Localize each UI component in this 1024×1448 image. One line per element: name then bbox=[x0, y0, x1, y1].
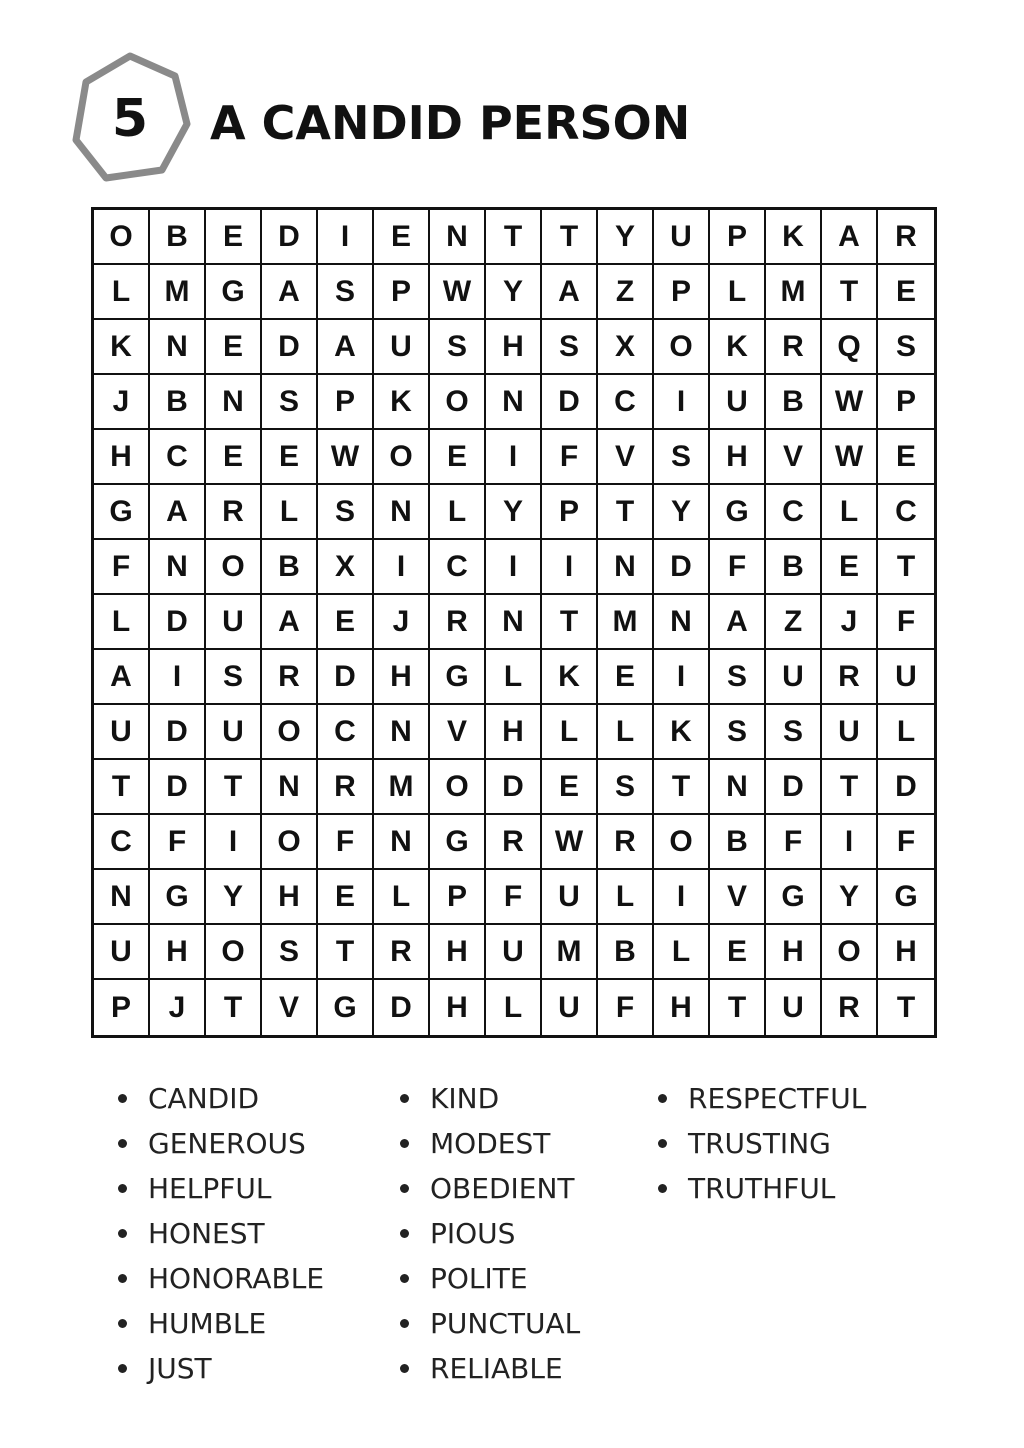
grid-cell[interactable]: L bbox=[542, 705, 598, 760]
grid-cell[interactable]: H bbox=[430, 980, 486, 1035]
grid-cell[interactable]: V bbox=[766, 430, 822, 485]
grid-cell[interactable]: H bbox=[878, 925, 934, 980]
grid-cell[interactable]: U bbox=[94, 925, 150, 980]
grid-cell[interactable]: L bbox=[710, 265, 766, 320]
grid-cell[interactable]: S bbox=[318, 485, 374, 540]
grid-cell[interactable]: U bbox=[206, 595, 262, 650]
grid-cell[interactable]: G bbox=[766, 870, 822, 925]
word-label: TRUTHFUL bbox=[688, 1172, 836, 1205]
bullet-icon bbox=[400, 1364, 409, 1373]
grid-cell[interactable]: I bbox=[206, 815, 262, 870]
grid-cell[interactable]: Y bbox=[486, 485, 542, 540]
grid-cell[interactable]: D bbox=[150, 595, 206, 650]
word-label: HELPFUL bbox=[148, 1172, 272, 1205]
grid-cell[interactable]: H bbox=[654, 980, 710, 1035]
word-list-column-1 bbox=[118, 1076, 324, 1391]
grid-cell[interactable]: D bbox=[542, 375, 598, 430]
word-label: HONORABLE bbox=[148, 1262, 325, 1295]
word-list-item bbox=[400, 1346, 580, 1391]
bullet-icon bbox=[400, 1229, 409, 1238]
grid-cell[interactable]: M bbox=[150, 265, 206, 320]
grid-cell[interactable]: F bbox=[766, 815, 822, 870]
grid-cell[interactable]: E bbox=[318, 870, 374, 925]
grid-cell[interactable]: H bbox=[94, 430, 150, 485]
grid-cell[interactable]: W bbox=[318, 430, 374, 485]
grid-cell[interactable]: C bbox=[150, 430, 206, 485]
grid-cell[interactable]: Z bbox=[598, 265, 654, 320]
grid-cell[interactable]: D bbox=[486, 760, 542, 815]
grid-cell[interactable]: O bbox=[94, 210, 150, 265]
grid-cell[interactable]: I bbox=[150, 650, 206, 705]
grid-cell[interactable]: F bbox=[318, 815, 374, 870]
grid-cell[interactable]: W bbox=[822, 430, 878, 485]
grid-cell[interactable]: A bbox=[94, 650, 150, 705]
grid-cell[interactable]: T bbox=[206, 760, 262, 815]
puzzle-title: A CANDID PERSON bbox=[210, 96, 691, 150]
word-label: PIOUS bbox=[430, 1217, 516, 1250]
grid-cell[interactable]: M bbox=[542, 925, 598, 980]
grid-cell[interactable]: P bbox=[94, 980, 150, 1035]
word-list-item bbox=[400, 1121, 580, 1166]
grid-cell[interactable]: F bbox=[710, 540, 766, 595]
word-list-item bbox=[118, 1211, 324, 1256]
bullet-icon bbox=[118, 1364, 127, 1373]
grid-cell[interactable]: O bbox=[430, 375, 486, 430]
grid-cell[interactable]: D bbox=[262, 320, 318, 375]
grid-cell[interactable]: H bbox=[262, 870, 318, 925]
word-list-item bbox=[400, 1076, 580, 1121]
grid-cell[interactable]: I bbox=[654, 870, 710, 925]
grid-cell[interactable]: A bbox=[262, 265, 318, 320]
grid-cell[interactable]: E bbox=[878, 265, 934, 320]
grid-cell[interactable]: U bbox=[878, 650, 934, 705]
grid-cell[interactable]: E bbox=[206, 430, 262, 485]
word-label: OBEDIENT bbox=[430, 1172, 575, 1205]
word-list-column-2 bbox=[400, 1076, 580, 1391]
grid-cell[interactable]: L bbox=[598, 870, 654, 925]
grid-cell[interactable]: G bbox=[150, 870, 206, 925]
grid-cell[interactable]: Y bbox=[486, 265, 542, 320]
grid-cell[interactable]: I bbox=[542, 540, 598, 595]
grid-cell[interactable]: U bbox=[206, 705, 262, 760]
grid-cell[interactable]: L bbox=[94, 595, 150, 650]
grid-cell[interactable]: U bbox=[542, 980, 598, 1035]
grid-cell[interactable]: U bbox=[542, 870, 598, 925]
grid-cell[interactable]: P bbox=[318, 375, 374, 430]
grid-cell[interactable]: T bbox=[206, 980, 262, 1035]
grid-cell[interactable]: D bbox=[150, 760, 206, 815]
bullet-icon bbox=[400, 1184, 409, 1193]
grid-cell[interactable]: H bbox=[486, 705, 542, 760]
grid-cell[interactable]: I bbox=[822, 815, 878, 870]
grid-cell[interactable]: E bbox=[206, 210, 262, 265]
bullet-icon bbox=[400, 1274, 409, 1283]
grid-cell[interactable]: S bbox=[206, 650, 262, 705]
word-label: JUST bbox=[148, 1352, 212, 1385]
grid-cell[interactable]: B bbox=[710, 815, 766, 870]
grid-cell[interactable]: U bbox=[766, 650, 822, 705]
grid-cell[interactable]: D bbox=[318, 650, 374, 705]
grid-cell[interactable]: M bbox=[374, 760, 430, 815]
grid-cell[interactable]: K bbox=[766, 210, 822, 265]
grid-cell[interactable]: T bbox=[710, 980, 766, 1035]
grid-cell[interactable]: R bbox=[878, 210, 934, 265]
grid-cell[interactable]: R bbox=[822, 980, 878, 1035]
grid-cell[interactable]: V bbox=[710, 870, 766, 925]
word-list-item bbox=[400, 1256, 580, 1301]
grid-cell[interactable]: C bbox=[878, 485, 934, 540]
grid-cell[interactable]: E bbox=[710, 925, 766, 980]
grid-cell[interactable]: C bbox=[94, 815, 150, 870]
grid-cell[interactable]: S bbox=[262, 925, 318, 980]
grid-cell[interactable]: A bbox=[822, 210, 878, 265]
word-label: PUNCTUAL bbox=[430, 1307, 581, 1340]
grid-cell[interactable]: S bbox=[542, 320, 598, 375]
grid-cell[interactable]: W bbox=[822, 375, 878, 430]
grid-cell[interactable]: N bbox=[150, 540, 206, 595]
grid-cell[interactable]: R bbox=[598, 815, 654, 870]
grid-cell[interactable]: I bbox=[486, 540, 542, 595]
grid-cell[interactable]: O bbox=[822, 925, 878, 980]
puzzle-number-badge bbox=[68, 52, 192, 186]
grid-cell[interactable]: R bbox=[822, 650, 878, 705]
grid-cell[interactable]: A bbox=[150, 485, 206, 540]
grid-cell[interactable]: X bbox=[598, 320, 654, 375]
word-list-item bbox=[400, 1166, 580, 1211]
grid-cell[interactable]: J bbox=[150, 980, 206, 1035]
grid-cell[interactable]: I bbox=[318, 210, 374, 265]
word-list-item bbox=[118, 1166, 324, 1211]
grid-cell[interactable]: W bbox=[430, 265, 486, 320]
grid-cell[interactable]: T bbox=[542, 210, 598, 265]
grid-cell[interactable]: C bbox=[598, 375, 654, 430]
word-list bbox=[118, 1076, 918, 1406]
grid-cell[interactable]: Y bbox=[822, 870, 878, 925]
grid-cell[interactable]: R bbox=[374, 925, 430, 980]
bullet-icon bbox=[118, 1094, 127, 1103]
grid-cell[interactable]: D bbox=[150, 705, 206, 760]
grid-cell[interactable]: R bbox=[262, 650, 318, 705]
grid-cell[interactable]: J bbox=[94, 375, 150, 430]
grid-cell[interactable]: D bbox=[374, 980, 430, 1035]
bullet-icon bbox=[400, 1319, 409, 1328]
grid-cell[interactable]: K bbox=[94, 320, 150, 375]
grid-cell[interactable]: N bbox=[262, 760, 318, 815]
grid-cell[interactable]: C bbox=[430, 540, 486, 595]
grid-cell[interactable]: H bbox=[150, 925, 206, 980]
grid-cell[interactable]: A bbox=[262, 595, 318, 650]
word-label: MODEST bbox=[430, 1127, 551, 1160]
grid-cell[interactable]: L bbox=[374, 870, 430, 925]
grid-cell[interactable]: F bbox=[878, 595, 934, 650]
grid-cell[interactable]: Y bbox=[598, 210, 654, 265]
bullet-icon bbox=[658, 1184, 667, 1193]
grid-cell[interactable]: T bbox=[542, 595, 598, 650]
grid-cell[interactable]: H bbox=[374, 650, 430, 705]
grid-cell[interactable]: S bbox=[430, 320, 486, 375]
grid-cell[interactable]: B bbox=[766, 540, 822, 595]
grid-cell[interactable]: P bbox=[654, 265, 710, 320]
grid-cell[interactable]: S bbox=[318, 265, 374, 320]
bullet-icon bbox=[658, 1139, 667, 1148]
grid-cell[interactable]: H bbox=[486, 320, 542, 375]
grid-cell[interactable]: N bbox=[486, 595, 542, 650]
grid-cell[interactable]: O bbox=[262, 705, 318, 760]
grid-cell[interactable]: O bbox=[206, 540, 262, 595]
word-label: GENEROUS bbox=[148, 1127, 306, 1160]
grid-cell[interactable]: E bbox=[374, 210, 430, 265]
grid-cell[interactable]: N bbox=[710, 760, 766, 815]
word-label: KIND bbox=[430, 1082, 500, 1115]
grid-cell[interactable]: E bbox=[542, 760, 598, 815]
grid-cell[interactable]: H bbox=[766, 925, 822, 980]
grid-cell[interactable]: I bbox=[486, 430, 542, 485]
grid-cell[interactable]: F bbox=[94, 540, 150, 595]
grid-cell[interactable]: U bbox=[94, 705, 150, 760]
grid-cell[interactable]: K bbox=[542, 650, 598, 705]
grid-cell[interactable]: O bbox=[262, 815, 318, 870]
word-label: TRUSTING bbox=[688, 1127, 831, 1160]
grid-cell[interactable]: O bbox=[654, 815, 710, 870]
word-list-item bbox=[118, 1256, 324, 1301]
word-label: HUMBLE bbox=[148, 1307, 267, 1340]
grid-cell[interactable]: Y bbox=[654, 485, 710, 540]
grid-cell[interactable]: N bbox=[206, 375, 262, 430]
grid-cell[interactable]: K bbox=[374, 375, 430, 430]
grid-cell[interactable]: E bbox=[878, 430, 934, 485]
word-list-column-3 bbox=[658, 1076, 866, 1211]
grid-cell[interactable]: J bbox=[822, 595, 878, 650]
grid-cell[interactable]: N bbox=[374, 815, 430, 870]
grid-cell[interactable]: O bbox=[654, 320, 710, 375]
grid-cell[interactable]: U bbox=[374, 320, 430, 375]
grid-cell[interactable]: A bbox=[318, 320, 374, 375]
grid-cell[interactable]: I bbox=[654, 375, 710, 430]
grid-cell[interactable]: G bbox=[206, 265, 262, 320]
grid-cell[interactable]: U bbox=[766, 980, 822, 1035]
word-label: CANDID bbox=[148, 1082, 260, 1115]
word-label: POLITE bbox=[430, 1262, 528, 1295]
grid-cell[interactable]: G bbox=[430, 815, 486, 870]
grid-cell[interactable]: F bbox=[878, 815, 934, 870]
puzzle-number: 5 bbox=[111, 89, 149, 149]
grid-cell[interactable]: F bbox=[150, 815, 206, 870]
grid-cell[interactable]: L bbox=[822, 485, 878, 540]
grid-cell[interactable]: X bbox=[318, 540, 374, 595]
grid-cell[interactable]: B bbox=[150, 375, 206, 430]
bullet-icon bbox=[118, 1139, 127, 1148]
bullet-icon bbox=[400, 1094, 409, 1103]
bullet-icon bbox=[658, 1094, 667, 1103]
grid-cell[interactable]: A bbox=[710, 595, 766, 650]
grid-cell[interactable]: N bbox=[150, 320, 206, 375]
grid-cell[interactable]: L bbox=[878, 705, 934, 760]
grid-cell[interactable]: P bbox=[710, 210, 766, 265]
grid-cell[interactable]: L bbox=[94, 265, 150, 320]
word-list-item bbox=[400, 1211, 580, 1256]
grid-cell[interactable]: U bbox=[822, 705, 878, 760]
grid-cell[interactable]: B bbox=[150, 210, 206, 265]
word-list-item bbox=[118, 1121, 324, 1166]
grid-cell[interactable]: A bbox=[542, 265, 598, 320]
grid-cell[interactable]: T bbox=[822, 760, 878, 815]
grid-cell[interactable]: I bbox=[374, 540, 430, 595]
grid-cell[interactable]: Q bbox=[822, 320, 878, 375]
grid-cell[interactable]: B bbox=[766, 375, 822, 430]
word-label: RESPECTFUL bbox=[688, 1082, 867, 1115]
grid-cell[interactable]: J bbox=[374, 595, 430, 650]
grid-cell[interactable]: N bbox=[430, 210, 486, 265]
grid-cell[interactable]: N bbox=[374, 485, 430, 540]
grid-cell[interactable]: H bbox=[710, 430, 766, 485]
grid-cell[interactable]: E bbox=[206, 320, 262, 375]
grid-cell[interactable]: S bbox=[598, 760, 654, 815]
grid-cell[interactable]: D bbox=[262, 210, 318, 265]
grid-cell[interactable]: P bbox=[430, 870, 486, 925]
grid-cell[interactable]: V bbox=[430, 705, 486, 760]
grid-cell[interactable]: R bbox=[486, 815, 542, 870]
grid-cell[interactable]: U bbox=[710, 375, 766, 430]
grid-cell[interactable]: D bbox=[878, 760, 934, 815]
grid-cell[interactable]: E bbox=[598, 650, 654, 705]
grid-cell[interactable]: M bbox=[598, 595, 654, 650]
grid-cell[interactable]: R bbox=[206, 485, 262, 540]
grid-cell[interactable]: L bbox=[262, 485, 318, 540]
grid-cell[interactable]: U bbox=[654, 210, 710, 265]
grid-cell[interactable]: V bbox=[598, 430, 654, 485]
grid-cell[interactable]: G bbox=[878, 870, 934, 925]
grid-cell[interactable]: D bbox=[654, 540, 710, 595]
grid-cell[interactable]: L bbox=[486, 650, 542, 705]
grid-cell[interactable]: T bbox=[94, 760, 150, 815]
bullet-icon bbox=[118, 1319, 127, 1328]
grid-cell[interactable]: C bbox=[318, 705, 374, 760]
grid-cell[interactable]: N bbox=[94, 870, 150, 925]
grid-cell[interactable]: O bbox=[430, 760, 486, 815]
grid-cell[interactable]: P bbox=[374, 265, 430, 320]
grid-cell[interactable]: V bbox=[262, 980, 318, 1035]
grid-cell[interactable]: L bbox=[598, 705, 654, 760]
grid-cell[interactable]: L bbox=[430, 485, 486, 540]
grid-cell[interactable]: E bbox=[262, 430, 318, 485]
grid-cell[interactable]: S bbox=[710, 650, 766, 705]
grid-cell[interactable]: C bbox=[766, 485, 822, 540]
grid-cell[interactable]: N bbox=[598, 540, 654, 595]
grid-cell[interactable]: I bbox=[654, 650, 710, 705]
grid-cell[interactable]: T bbox=[598, 485, 654, 540]
word-list-item bbox=[658, 1121, 866, 1166]
grid-cell[interactable]: U bbox=[486, 925, 542, 980]
grid-cell[interactable]: Z bbox=[766, 595, 822, 650]
grid-cell[interactable]: O bbox=[374, 430, 430, 485]
grid-cell[interactable]: L bbox=[654, 925, 710, 980]
word-list-item bbox=[400, 1301, 580, 1346]
grid-cell[interactable]: O bbox=[206, 925, 262, 980]
word-list-item bbox=[658, 1076, 866, 1121]
grid-cell[interactable]: E bbox=[430, 430, 486, 485]
grid-cell[interactable]: G bbox=[318, 980, 374, 1035]
grid-cell[interactable]: S bbox=[878, 320, 934, 375]
word-label: HONEST bbox=[148, 1217, 265, 1250]
bullet-icon bbox=[118, 1274, 127, 1283]
grid-cell[interactable]: S bbox=[654, 430, 710, 485]
grid-cell[interactable]: G bbox=[94, 485, 150, 540]
grid-cell[interactable]: M bbox=[766, 265, 822, 320]
grid-cell[interactable]: D bbox=[766, 760, 822, 815]
grid-cell[interactable]: Y bbox=[206, 870, 262, 925]
grid-cell[interactable]: G bbox=[710, 485, 766, 540]
bullet-icon bbox=[118, 1184, 127, 1193]
grid-cell[interactable]: B bbox=[598, 925, 654, 980]
grid-cell[interactable]: R bbox=[430, 595, 486, 650]
bullet-icon bbox=[118, 1229, 127, 1238]
grid-cell[interactable]: L bbox=[486, 980, 542, 1035]
grid-cell[interactable]: F bbox=[542, 430, 598, 485]
grid-cell[interactable]: H bbox=[430, 925, 486, 980]
grid-cell[interactable]: S bbox=[710, 705, 766, 760]
word-list-item bbox=[118, 1076, 324, 1121]
grid-cell[interactable]: T bbox=[486, 210, 542, 265]
grid-cell[interactable]: N bbox=[486, 375, 542, 430]
letter-grid bbox=[91, 207, 937, 1038]
grid-cell[interactable]: K bbox=[654, 705, 710, 760]
grid-cell[interactable]: T bbox=[318, 925, 374, 980]
grid-cell[interactable]: P bbox=[878, 375, 934, 430]
grid-cell[interactable]: T bbox=[654, 760, 710, 815]
grid-cell[interactable]: S bbox=[766, 705, 822, 760]
word-list-item bbox=[118, 1301, 324, 1346]
word-list-item bbox=[658, 1166, 866, 1211]
grid-cell[interactable]: E bbox=[822, 540, 878, 595]
grid-cell[interactable]: N bbox=[374, 705, 430, 760]
grid-cell[interactable]: P bbox=[542, 485, 598, 540]
grid-cell[interactable]: B bbox=[262, 540, 318, 595]
grid-cell[interactable]: T bbox=[822, 265, 878, 320]
grid-cell[interactable]: S bbox=[262, 375, 318, 430]
grid-cell[interactable]: R bbox=[318, 760, 374, 815]
grid-cell[interactable]: T bbox=[878, 540, 934, 595]
grid-cell[interactable]: F bbox=[598, 980, 654, 1035]
word-list-item bbox=[118, 1346, 324, 1391]
grid-cell[interactable]: R bbox=[766, 320, 822, 375]
grid-cell[interactable]: K bbox=[710, 320, 766, 375]
grid-cell[interactable]: F bbox=[486, 870, 542, 925]
bullet-icon bbox=[400, 1139, 409, 1148]
grid-cell[interactable]: W bbox=[542, 815, 598, 870]
grid-cell[interactable]: N bbox=[654, 595, 710, 650]
grid-cell[interactable]: T bbox=[896, 990, 916, 1024]
word-label: RELIABLE bbox=[430, 1352, 563, 1385]
grid-cell[interactable]: E bbox=[318, 595, 374, 650]
grid-cell[interactable]: G bbox=[430, 650, 486, 705]
